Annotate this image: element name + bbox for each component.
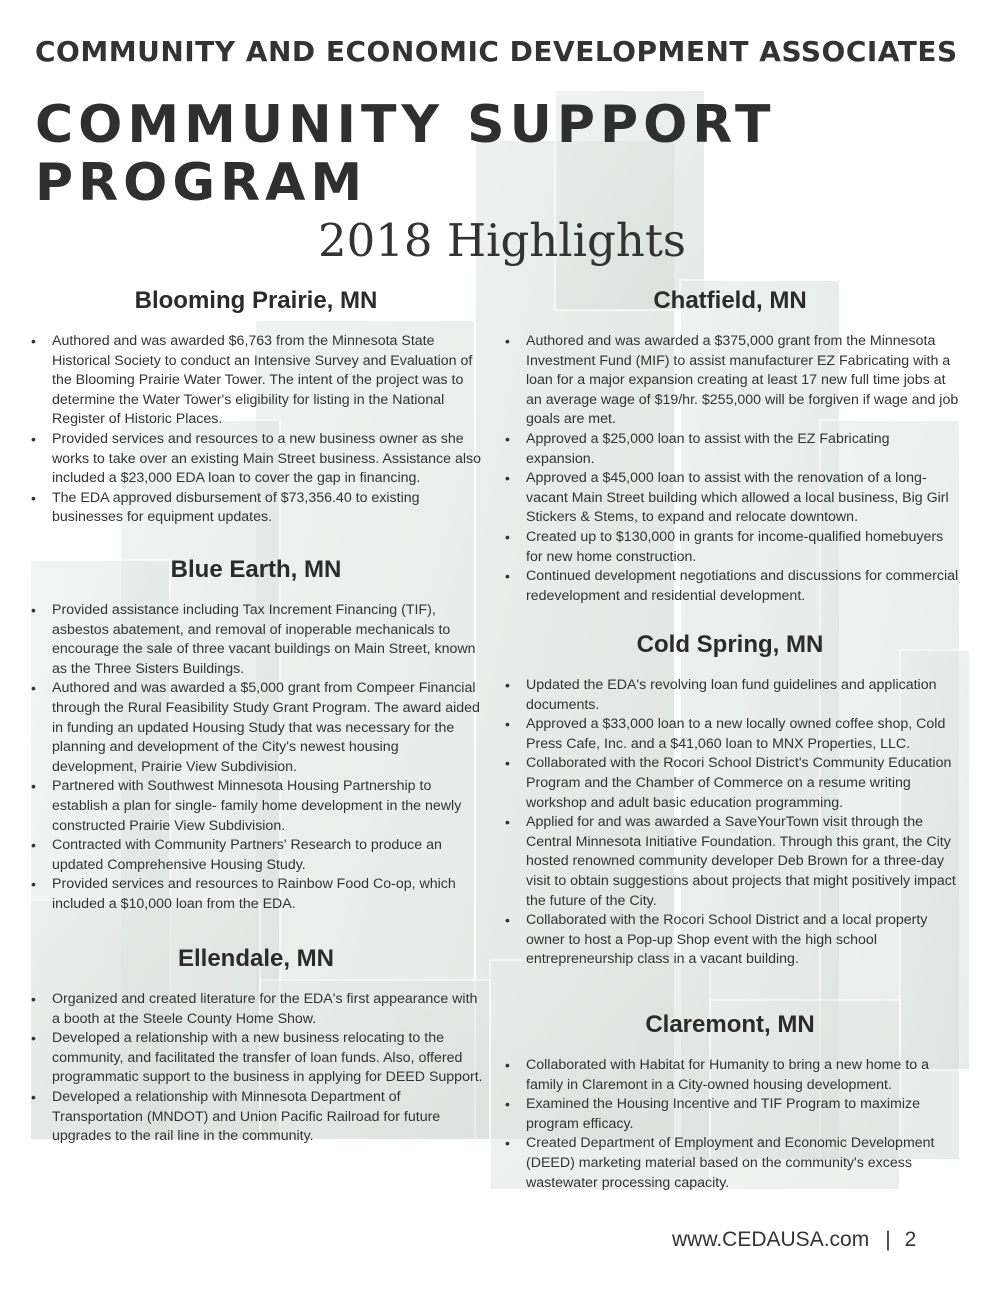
bullet-item: • Organized and created literature for the EDA's first appearance with a booth at the Steele County Home Show. (26, 990, 486, 1029)
bullet-item: • Updated the EDA's revolving loan fund guidelines and application documents. (500, 676, 960, 715)
bullet-item: • Contracted with Community Partners' Research to produce an updated Comprehensive Housing Study. (26, 836, 486, 875)
section-ellendale (26, 945, 486, 1147)
section-heading: Blooming Prairie, MN (134, 287, 378, 314)
bullet-item: • Partnered with Southwest Minnesota Housing Partnership to establish a plan for single- family home development in the newly constructed Prairie View Subdivision. (26, 777, 486, 836)
bullet-item: • Applied for and was awarded a SaveYourTown visit through the Central Minnesota Initiative Foundation. Through this grant, the City hosted renowned community developer Deb Brown for a three-day visit to obtain suggestions about projects that might positively impact the future of the City. (500, 813, 960, 911)
section-cold-spring (500, 631, 960, 970)
bullet-item: • Collaborated with the Rocori School District and a local property owner to host a Pop-up Shop event with the high school entrepreneurship class in a vacant building. (500, 911, 960, 970)
bullet-item: • Developed a relationship with a new business relocating to the community, and facilitated the transfer of loan funds. Also, offered programmatic support to the business in applying for DEED Support. (26, 1029, 486, 1088)
page-footer (672, 1228, 916, 1252)
bullet-item: • Created Department of Employment and Economic Development (DEED) marketing material based on the community's excess wastewater processing capacity. (500, 1134, 960, 1193)
bullet-item: • The EDA approved disbursement of $73,356.40 to existing businesses for equipment updates. (26, 489, 486, 528)
section-claremont (500, 1011, 960, 1193)
bullet-list (500, 332, 960, 606)
page-title-line-2: PROGRAM (35, 153, 368, 213)
bullet-item: • Authored and was awarded a $5,000 grant from Compeer Financial through the Rural Feasibility Study Grant Program. The award aided in funding an updated Housing Study that was necessary for the planning and development of the City's newest housing development, Prairie View Subdivision. (26, 679, 486, 777)
bullet-item: • Created up to $130,000 in grants for income-qualified homebuyers for new home construction. (500, 528, 960, 567)
bullet-item: • Approved a $25,000 loan to assist with the EZ Fabricating expansion. (500, 430, 960, 469)
bullet-item: • Authored and was awarded a $375,000 grant from the Minnesota Investment Fund (MIF) to assist manufacturer EZ Fabricating with a loan for a major expansion creating at least 17 new full time jobs at an average wage of $19/hr. $255,000 will be forgiven if wage and job goals are met. (500, 332, 960, 430)
bullet-item: • Collaborated with the Rocori School District's Community Education Program and the Chamber of Commerce on a resume writing workshop and adult basic education programming. (500, 754, 960, 813)
bullet-item: • Authored and was awarded $6,763 from the Minnesota State Historical Society to conduct an Intensive Survey and Evaluation of the Blooming Prairie Water Tower. The intent of the project was to determine the Water Tower's eligibility for listing in the National Register of Historic Places. (26, 332, 486, 430)
section-heading: Ellendale, MN (177, 945, 335, 972)
bullet-item: • Collaborated with Habitat for Humanity to bring a new home to a family in Claremont in a City-owned housing development. (500, 1056, 960, 1095)
section-heading: Cold Spring, MN (636, 631, 824, 658)
bullet-list (500, 1056, 960, 1193)
footer-separator: | (885, 1228, 891, 1251)
bullet-list (26, 332, 486, 528)
bullet-item: • Developed a relationship with Minnesota Department of Transportation (MNDOT) and Union Pacific Railroad for future upgrades to the rail line in the community. (26, 1088, 486, 1147)
section-heading: Claremont, MN (645, 1011, 815, 1038)
section-blue-earth (26, 556, 486, 915)
bullet-list (500, 676, 960, 970)
bullet-list (26, 601, 486, 915)
bullet-list (26, 990, 486, 1147)
page-title (35, 96, 775, 212)
section-heading: Chatfield, MN (653, 287, 807, 314)
website-link[interactable]: www.CEDAUSA.com (672, 1228, 870, 1251)
page-subtitle: 2018 Highlights (318, 214, 686, 267)
bullet-item: • Continued development negotiations and discussions for commercial redevelopment and residential development. (500, 567, 960, 606)
section-chatfield (500, 287, 960, 606)
organization-name: COMMUNITY AND ECONOMIC DEVELOPMENT ASSOCIATES (35, 35, 958, 68)
bullet-item: • Provided assistance including Tax Increment Financing (TIF), asbestos abatement, and removal of inoperable mechanicals to encourage the sale of three vacant buildings on Main Street, known as the Three Sisters Buildings. (26, 601, 486, 679)
section-blooming-prairie (26, 287, 486, 528)
bullet-item: • Approved a $45,000 loan to assist with the renovation of a long-vacant Main Street building which allowed a local business, Big Girl Stickers & Stems, to expand and relocate downtown. (500, 469, 960, 528)
page-number: 2 (904, 1228, 917, 1251)
section-heading: Blue Earth, MN (170, 556, 342, 583)
bullet-item: • Provided services and resources to a new business owner as she works to take over an existing Main Street business. Assistance also included a $23,000 EDA loan to cover the gap in financing. (26, 430, 486, 489)
bullet-item: • Provided services and resources to Rainbow Food Co-op, which included a $10,000 loan from the EDA. (26, 875, 486, 914)
bullet-item: • Examined the Housing Incentive and TIF Program to maximize program efficacy. (500, 1095, 960, 1134)
page-title-line-1: COMMUNITY SUPPORT (35, 95, 776, 155)
bullet-item: • Approved a $33,000 loan to a new locally owned coffee shop, Cold Press Cafe, Inc. and a $41,060 loan to MNX Properties, LLC. (500, 715, 960, 754)
